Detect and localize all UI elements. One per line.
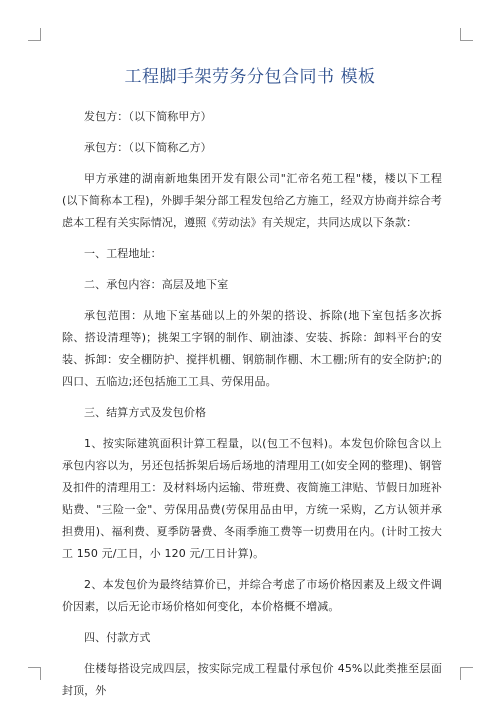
paragraph-contractor: 承包方：（以下简称乙方） xyxy=(84,141,212,154)
section-heading-scope: 二、承包内容：高层及地下室 xyxy=(84,278,229,291)
document-body xyxy=(62,106,442,702)
paragraph-preamble: 甲方承建的湖南新地集团开发有限公司"汇帝名苑工程"楼，楼以下工程(以下简称本工程)，外脚手架分部工程发包给乙方施工，经双方协商并综合考虑本工程有关实际情况，遵照《劳动法》有关规定，共同达成以下条款： xyxy=(62,172,442,229)
crop-mark-top-left xyxy=(28,28,41,41)
paragraph-issuer: 发包方：（以下简称甲方） xyxy=(84,110,212,123)
paragraph-settlement-2: 2、本发包价为最终结算价已，并综合考虑了市场价格因素及上级文件调价因素，以后无论市场价格如何变化，本价格概不增减。 xyxy=(62,578,442,613)
section-heading-payment: 四、付款方式 xyxy=(84,631,151,644)
paragraph-payment: 住楼每搭设完成四层，按实际完成工程量付承包价 45%以此类推至层面封顶，外 xyxy=(62,662,442,697)
section-heading-settlement: 三、结算方式及发包价格 xyxy=(84,406,207,419)
crop-mark-top-right xyxy=(460,28,473,41)
document-title: 工程脚手架劳务分包合同书 模板 xyxy=(124,67,376,87)
paragraph-scope: 承包范围：从地下室基础以上的外架的搭设、拆除(地下室包括多次拆除、搭设清理等)；挑架工字钢的制作、刷油漆、安装、拆除：卸料平台的安装、拆卸：安全棚防护、搅拌机棚、钢筋制作棚、木工棚;所有的安全防护;的四口、五临边;还包括施工工具、劳保用品。 xyxy=(62,309,442,388)
crop-mark-bottom-right xyxy=(460,667,473,680)
section-heading-address: 一、工程地址： xyxy=(84,247,162,260)
crop-mark-bottom-left xyxy=(28,667,41,680)
paragraph-settlement-1: 1、按实际建筑面积计算工程量，以(包工不包料)。本发包价除包含以上承包内容以为，另还包括拆架后场后场地的清理用工(如安全网的整理)、钢管及扣件的清理用工：及材料场内运输、带班费、夜简施工津贴、节假日加班补贴费、"三险一金"、劳保用品费(劳保用品由甲，方统一采购，乙方认领并承担费用)、福利费、夏季防暑费、冬雨季施工费等一切费用在内。(计时工按大工 150 元/工日，小 120 元/工日计算)。 xyxy=(62,437,442,560)
